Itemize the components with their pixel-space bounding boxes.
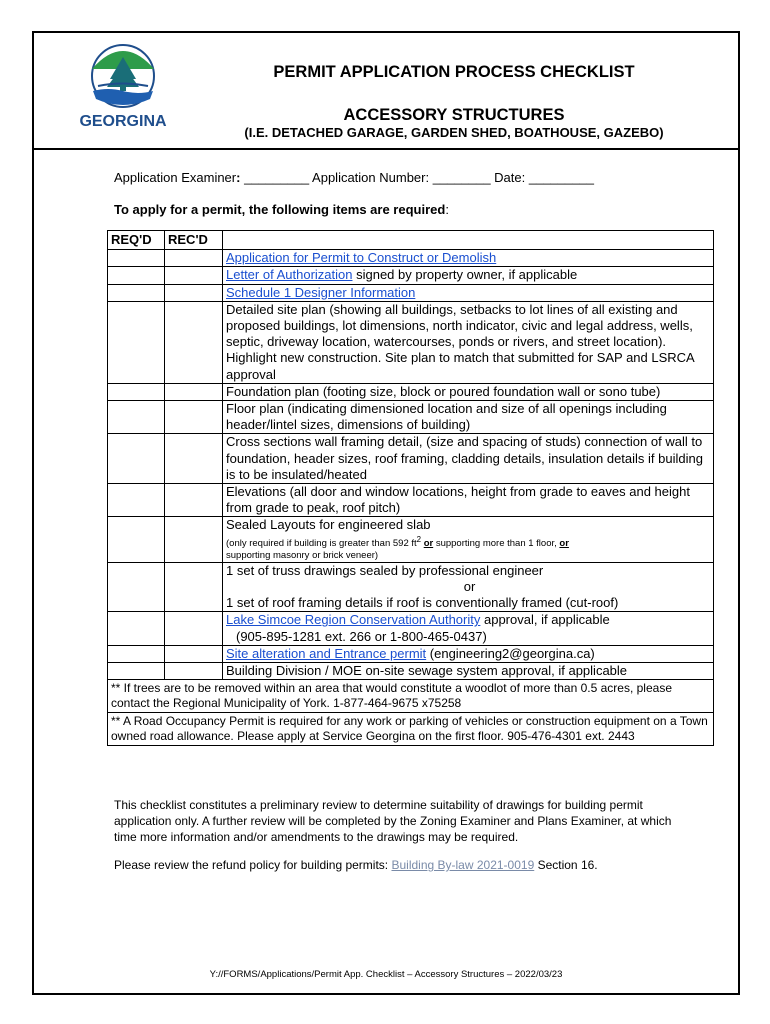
item-cell bbox=[223, 401, 714, 434]
recd-cell[interactable] bbox=[165, 612, 223, 645]
page-subtitle-examples: (I.E. DETACHED GARAGE, GARDEN SHED, BOATHOUSE, GAZEBO) bbox=[244, 125, 664, 140]
truss-or: or bbox=[463, 579, 476, 595]
sealed-note-or2: or bbox=[559, 537, 569, 549]
table-row bbox=[108, 284, 714, 301]
application-permit-link[interactable]: Application for Permit to Construct or Demolish bbox=[226, 250, 497, 266]
item-cell bbox=[223, 301, 714, 383]
sealed-note-c: supporting masonry or brick veneer) bbox=[226, 549, 379, 561]
header-reqd: REQ'D bbox=[108, 231, 165, 250]
item-cell bbox=[223, 250, 714, 267]
reqd-cell[interactable] bbox=[108, 612, 165, 645]
item-cell bbox=[223, 484, 714, 517]
table-row bbox=[108, 250, 714, 267]
application-number-label[interactable]: Application Number: ________ bbox=[312, 170, 495, 185]
table-row bbox=[108, 401, 714, 434]
refund-text-after: Section 16. bbox=[534, 858, 598, 872]
tree-removal-note bbox=[108, 680, 714, 713]
reqd-cell[interactable] bbox=[108, 284, 165, 301]
table-row bbox=[108, 301, 714, 383]
floor-plan-text: Floor plan (indicating dimensioned location and size of all openings including header/lintel sizes, dimensions of building) bbox=[226, 401, 667, 433]
reqd-cell[interactable] bbox=[108, 517, 165, 562]
date-label[interactable]: Date: _________ bbox=[494, 170, 594, 185]
table-row bbox=[108, 517, 714, 562]
georgina-logo-icon bbox=[58, 39, 188, 114]
recd-cell[interactable] bbox=[165, 267, 223, 284]
foundation-plan-text: Foundation plan (footing size, block or poured foundation wall or sono tube) bbox=[226, 383, 661, 399]
sealed-note-or1: or bbox=[423, 537, 434, 549]
sealed-note-sup: 2 bbox=[416, 534, 422, 544]
page-subtitle: ACCESSORY STRUCTURES bbox=[343, 106, 565, 124]
reqd-cell[interactable] bbox=[108, 383, 165, 400]
application-meta bbox=[114, 170, 594, 185]
table-row bbox=[108, 645, 714, 662]
refund-policy-paragraph bbox=[114, 857, 674, 873]
sewage-text: Building Division / MOE on-site sewage system approval, if applicable bbox=[226, 663, 628, 679]
item-cell bbox=[223, 645, 714, 662]
sealed-layouts-note bbox=[226, 534, 713, 562]
item-text: signed by property owner, if applicable bbox=[352, 267, 578, 283]
site-plan-text: Detailed site plan (showing all buildings, setbacks to lot lines of all existing and proposed buildings, lot dimensions, north indicator, civic and legal address, wells, septic, driveway location, watercourses, ponds or rivers, and street location). Highlight new construction. Site plan to match that submitted for SAP and LSRCA approval bbox=[226, 301, 695, 382]
logo-wordmark: GEORGINA bbox=[79, 113, 167, 130]
recd-cell[interactable] bbox=[165, 301, 223, 383]
reqd-cell[interactable] bbox=[108, 645, 165, 662]
table-note-row bbox=[108, 713, 714, 746]
reqd-cell[interactable] bbox=[108, 301, 165, 383]
reqd-cell[interactable] bbox=[108, 484, 165, 517]
schedule-1-link[interactable]: Schedule 1 Designer Information bbox=[226, 284, 416, 300]
table-row bbox=[108, 383, 714, 400]
sealed-note-a: (only required if building is greater than 592 ft bbox=[226, 537, 417, 549]
item-cell bbox=[223, 284, 714, 301]
apply-heading-text: To apply for a permit, the following items are required bbox=[114, 202, 446, 217]
examiner-colon: : bbox=[236, 170, 241, 185]
site-alteration-link[interactable]: Site alteration and Entrance permit bbox=[226, 645, 427, 661]
reqd-cell[interactable] bbox=[108, 267, 165, 284]
georgina-logo bbox=[58, 39, 188, 139]
recd-cell[interactable] bbox=[165, 645, 223, 662]
lsrca-phone: (905-895-1281 ext. 266 or 1-800-465-0437) bbox=[236, 628, 487, 644]
header bbox=[34, 33, 738, 150]
table-row bbox=[108, 434, 714, 484]
recd-cell[interactable] bbox=[165, 562, 223, 612]
elevations-text: Elevations (all door and window locations, height from grade to eaves and height from grade to peak, roof pitch) bbox=[226, 484, 690, 516]
header-item bbox=[223, 231, 714, 250]
examiner-label: Application Examiner bbox=[114, 170, 237, 185]
truss-line-1: 1 set of truss drawings sealed by professional engineer bbox=[226, 562, 544, 578]
note-2-text: ** A Road Occupancy Permit is required for any work or parking of vehicles or construction equipment on a Town owned road allowance. Please apply at Service Georgina on the first floor. 905-476-4301 ext. 2443 bbox=[111, 714, 708, 744]
header-recd: REC'D bbox=[165, 231, 223, 250]
table-note-row bbox=[108, 680, 714, 713]
recd-cell[interactable] bbox=[165, 401, 223, 434]
table-header-row bbox=[108, 231, 714, 250]
reqd-cell[interactable] bbox=[108, 562, 165, 612]
recd-cell[interactable] bbox=[165, 250, 223, 267]
recd-cell[interactable] bbox=[165, 284, 223, 301]
refund-text-before: Please review the refund policy for building permits: bbox=[114, 858, 392, 872]
note-1-text: ** If trees are to be removed within an area that would constitute a woodlot of more than 0.5 acres, please contact the Regional Municipality of York. 1-877-464-9675 x75258 bbox=[111, 681, 672, 711]
item-cell bbox=[223, 663, 714, 680]
lsrca-link[interactable]: Lake Simcoe Region Conservation Authority bbox=[226, 612, 481, 628]
apply-heading bbox=[114, 202, 449, 217]
recd-cell[interactable] bbox=[165, 383, 223, 400]
recd-cell[interactable] bbox=[165, 434, 223, 484]
site-alteration-email: (engineering2@georgina.ca) bbox=[426, 645, 595, 661]
item-cell bbox=[223, 562, 714, 612]
reqd-cell[interactable] bbox=[108, 401, 165, 434]
lsrca-text: approval, if applicable bbox=[480, 612, 610, 628]
item-cell bbox=[223, 434, 714, 484]
item-cell bbox=[223, 383, 714, 400]
page-frame bbox=[32, 31, 740, 995]
road-occupancy-note bbox=[108, 713, 714, 746]
table-row bbox=[108, 562, 714, 612]
page-title: PERMIT APPLICATION PROCESS CHECKLIST bbox=[273, 63, 635, 81]
examiner-blank[interactable]: _________ bbox=[240, 170, 313, 185]
checklist-table bbox=[107, 230, 714, 746]
reqd-cell[interactable] bbox=[108, 663, 165, 680]
table-row bbox=[108, 663, 714, 680]
letter-authorization-link[interactable]: Letter of Authorization bbox=[226, 267, 353, 283]
recd-cell[interactable] bbox=[165, 517, 223, 562]
sealed-note-b: supporting more than 1 floor, bbox=[433, 537, 560, 549]
cross-sections-text: Cross sections wall framing detail, (size and spacing of studs) connection of wall to foundation, header sizes, roof framing, cladding details, insulation details if building is to be insulated/heated bbox=[226, 434, 703, 482]
reqd-cell[interactable] bbox=[108, 434, 165, 484]
apply-heading-colon: : bbox=[445, 202, 449, 217]
footer-path: Y://FORMS/Applications/Permit App. Checklist – Accessory Structures – 2022/03/23 bbox=[209, 969, 563, 980]
sealed-layouts-text: Sealed Layouts for engineered slab bbox=[226, 517, 431, 533]
item-cell bbox=[223, 267, 714, 284]
recd-cell[interactable] bbox=[165, 484, 223, 517]
truss-line-2: 1 set of roof framing details if roof is conventionally framed (cut-roof) bbox=[226, 595, 619, 611]
bylaw-link[interactable]: Building By-law 2021-0019 bbox=[391, 858, 535, 872]
disclaimer-paragraph: This checklist constitutes a preliminary review to determine suitability of drawings for building permit application only. A further review will be completed by the Zoning Examiner and Plans Examiner, at which time more information and/or amendments to the drawings may be required. bbox=[114, 798, 672, 844]
table-row bbox=[108, 484, 714, 517]
table-row bbox=[108, 612, 714, 645]
item-cell bbox=[223, 612, 714, 645]
table-row bbox=[108, 267, 714, 284]
reqd-cell[interactable] bbox=[108, 250, 165, 267]
recd-cell[interactable] bbox=[165, 663, 223, 680]
item-cell bbox=[223, 517, 714, 562]
